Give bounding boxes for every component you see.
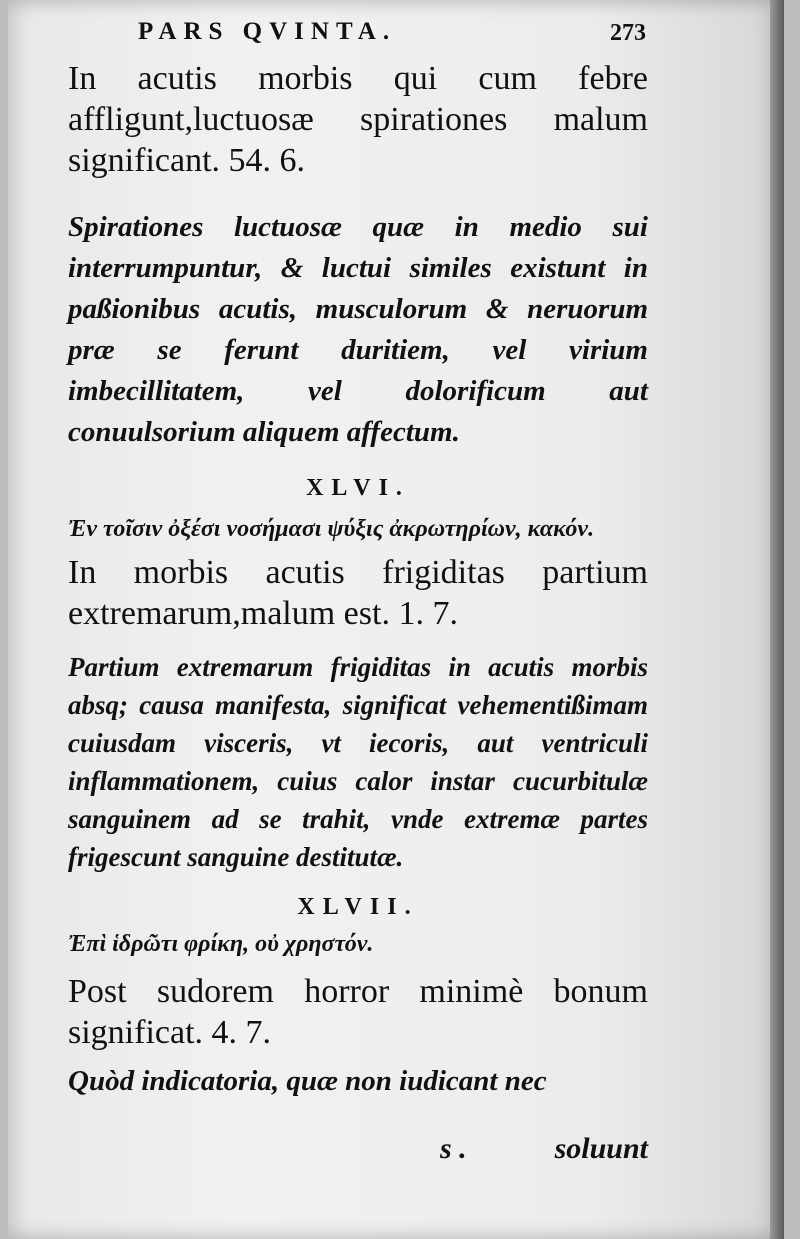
page-header	[68, 14, 648, 54]
signature-mark: s .	[440, 1132, 467, 1165]
greek-aphorism-46: Ἐν τοῖσιν ὀξέσι νοσήμασι ψύξις ἀκρωτηρίων, κακόν.	[68, 516, 595, 542]
aphorism-number-47: XLVII.	[297, 894, 419, 920]
aphorism-46: In morbis acutis frigiditas partium extremarum,malum est. 1. 7.	[68, 554, 648, 632]
page-number: 273	[610, 20, 646, 46]
aphorism-47: Post sudorem horror minimè bonum significat. 4. 7.	[68, 973, 648, 1051]
running-head: PARS QVINTA.	[138, 18, 397, 45]
text-block	[68, 58, 648, 1102]
catchword: soluunt	[554, 1132, 648, 1165]
commentary-46: Partium extremarum frigiditas in acutis morbis absq; causa manifesta, significat vehementißimam cuiusdam visceris, vt iecoris, aut ventriculi inflammationem, cuius calor instar cucurbitulæ sanguinem ad se trahit, vnde extremæ partes frigescunt sanguine destitutæ.	[68, 652, 648, 872]
greek-aphorism-47: Ἐπὶ ἱδρῶτι φρίκη, οὐ χρηστόν.	[68, 931, 374, 957]
catchword-line	[68, 1128, 648, 1172]
book-page	[8, 0, 784, 1239]
aphorism-45: In acutis morbis qui cum febre affligunt,luctuosæ spirationes malum significant. 54. 6.	[68, 60, 648, 179]
aphorism-number-46: XLVI.	[306, 475, 410, 501]
commentary-47-start: Quòd indicatoria, quæ non iudicant nec	[68, 1065, 547, 1097]
commentary-45: Spirationes luctuosæ quæ in medio sui interrumpuntur, & luctui similes existunt in paßionibus acutis, musculorum & neruorum præ se ferunt duritiem, vel virium imbecillitatem, vel dolorificum aut conuulsorium aliquem affectum.	[68, 211, 648, 448]
page-edge-shadow	[770, 0, 784, 1239]
